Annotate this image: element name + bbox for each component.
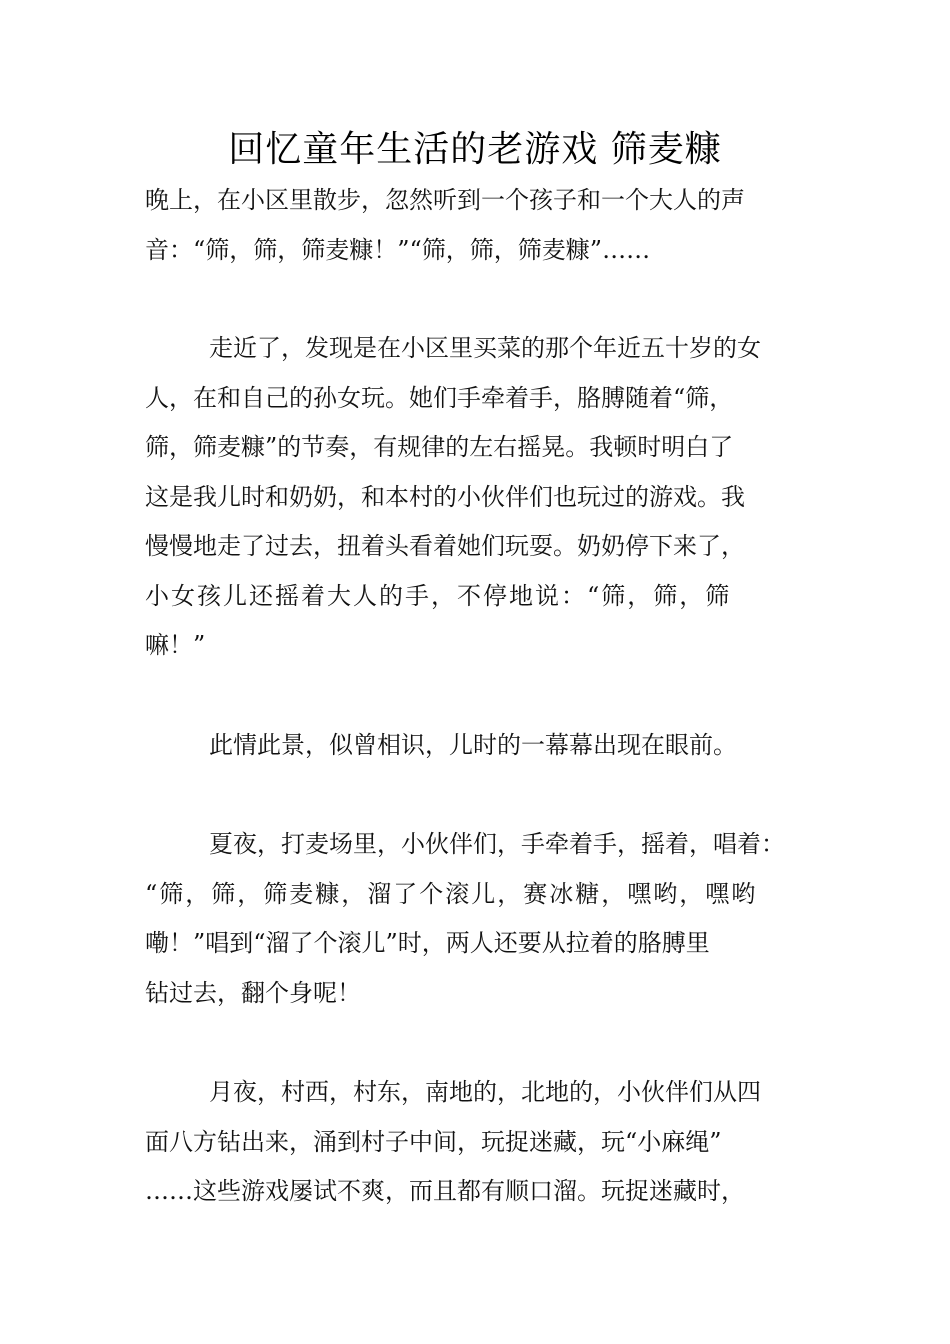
paragraph-line: 小女孩儿还摇着大人的手，不停地说：“筛，筛，筛 — [145, 581, 732, 610]
paragraph-line: 慢慢地走了过去，扭着头看着她们玩耍。奶奶停下来了， — [145, 532, 745, 560]
paragraph-line: 月夜，村西，村东，南地的，北地的，小伙伴们从四 — [209, 1078, 761, 1106]
document-title: 回忆童年生活的老游戏 筛麦糠 — [228, 129, 722, 170]
paragraph-line: 晚上，在小区里散步，忽然听到一个孩子和一个大人的声 — [145, 186, 745, 214]
paragraph-line: 夏夜，打麦场里，小伙伴们，手牵着手，摇着，唱着： — [209, 830, 785, 858]
paragraph-2 — [145, 324, 807, 671]
paragraph-line: 走近了，发现是在小区里买菜的那个年近五十岁的女 — [209, 334, 761, 362]
paragraph-1 — [145, 176, 807, 275]
paragraph-4 — [145, 820, 807, 1018]
paragraph-line: 钻过去，翻个身呢！ — [145, 978, 361, 1007]
paragraph-line: 此情此景，似曾相识，儿时的一幕幕出现在眼前。 — [209, 731, 737, 759]
paragraph-line: 音：“筛，筛，筛麦糠！”“筛，筛，筛麦糠”…… — [145, 235, 651, 264]
paragraph-line: 嘞！”唱到“溜了个滚儿”时，两人还要从拉着的胳膊里 — [145, 929, 710, 957]
paragraph-5 — [145, 1068, 807, 1217]
paragraph-line: 嘛！” — [145, 631, 206, 659]
paragraph-line: 面八方钻出来，涌到村子中间，玩捉迷藏，玩“小麻绳” — [145, 1127, 722, 1156]
paragraph-line: 筛，筛麦糠”的节奏，有规律的左右摇晃。我顿时明白了 — [145, 433, 734, 461]
paragraph-line: 人，在和自己的孙女玩。她们手牵着手，胳膊随着“筛， — [145, 383, 734, 412]
paragraph-line: 这是我儿时和奶奶，和本村的小伙伴们也玩过的游戏。我 — [145, 482, 745, 511]
paragraph-line: “筛，筛，筛麦糠，溜了个滚儿，赛冰糖，嘿哟，嘿哟 — [145, 879, 758, 908]
paragraph-3 — [145, 721, 807, 771]
paragraph-line: ……这些游戏屡试不爽，而且都有顺口溜。玩捉迷藏时， — [145, 1177, 745, 1205]
